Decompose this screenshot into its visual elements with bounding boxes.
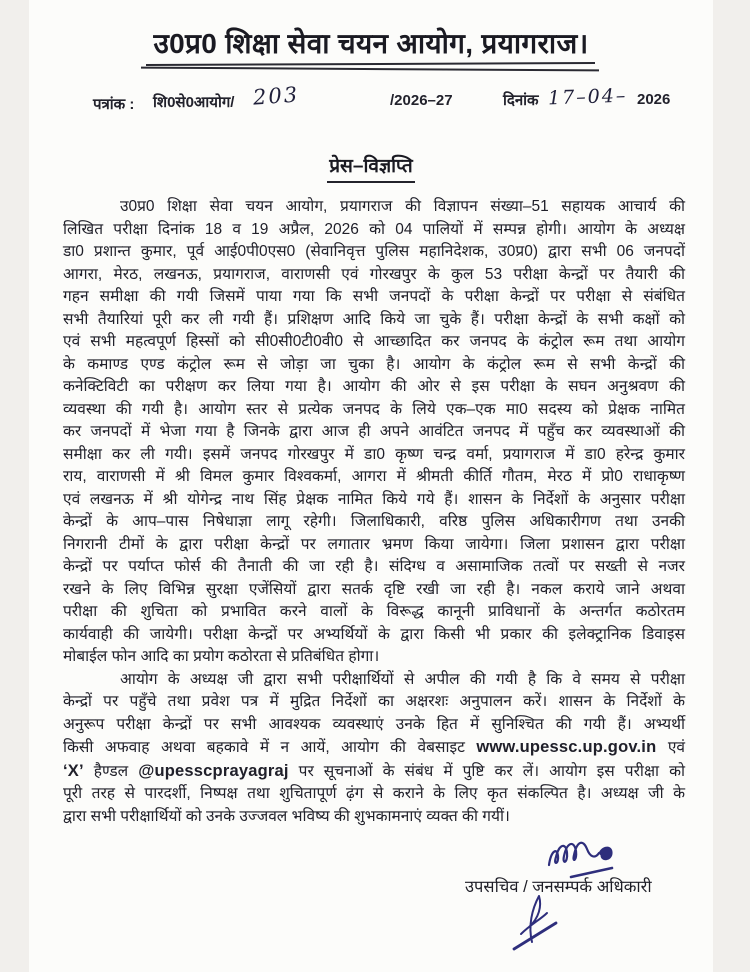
text-line: रखने के लिए विभिन्न सुरक्षा एजेंसियों द्वारा सतर्क दृष्टि रखी जा रही है। नकल कराये जाने अथवा xyxy=(63,580,685,598)
website-line-pre: किसी अफवाह अथवा बहकावे में न आयें, आयोग की वेबसाइट xyxy=(63,739,477,756)
text-line: एवं सभी महत्वपूर्ण हिस्सों को सी0सी0टी0वी0 से आच्छादित कर जनपद के कंट्रोल रूम तथा आयोग xyxy=(63,333,685,350)
text-line: केन्द्रों पर पर्याप्त फोर्स की तैनाती की जा रही है। संदिग्ध व असामाजिक तत्वों पर सख्ती से नजर xyxy=(63,558,685,575)
document-body xyxy=(63,196,685,828)
text-line: गहन समीक्षा की गयी जिसमें पाया गया कि सभी जनपदों के परीक्षा केन्द्रों पर परीक्षा से संबंधित xyxy=(63,288,685,305)
date-handwritten: 17–04– xyxy=(547,84,628,110)
document-page xyxy=(29,0,713,972)
text-line: परीक्षा की शुचिता को प्रभावित करने वालों के विरूद्ध कानूनी प्राविधानों के अन्तर्गत कठोरतम xyxy=(63,603,685,620)
ref-label: पत्रांक : xyxy=(93,96,135,113)
text-line: केन्द्रों के आप–पास निषेधाज्ञा लागू रहेगी। जिलाधिकारी, वरिष्ठ पुलिस अधिकारीगण तथा उनकी xyxy=(63,513,685,530)
text-line: द्वारा सभी परीक्षार्थियों को उनके उज्जवल भविष्य की शुभकामनाएं व्यक्त की गयीं। xyxy=(63,807,510,825)
text-line: व्यवस्था की गयी है। आयोग स्तर से प्रत्येक जनपद के लिये एक–एक मा0 सदस्य को प्रेक्षक नामित xyxy=(63,400,685,418)
x-handle-line xyxy=(63,760,685,784)
text-line: लिखित परीक्षा दिनांक 18 व 19 अप्रैल, 2026 को 04 पालियों में सम्पन्न होगी। आयोग के अध्यक्ष xyxy=(63,220,685,238)
website-line xyxy=(63,736,685,760)
text-line: केन्द्रों पर पहुँचे तथा प्रवेश पत्र में मुद्रित निर्देशों का अक्षरशः अनुपालन करें। शासन के निर्देशों के xyxy=(63,693,685,710)
x-platform-label: ‘X’ xyxy=(63,761,84,780)
commission-x-handle: @upesscprayagraj xyxy=(138,761,289,780)
text-line: मोबाईल फोन आदि का प्रयोग कठोरता से प्रतिबंधित होगा। xyxy=(63,648,380,665)
text-line: कार्यवाही की जायेगी। परीक्षा केन्द्रों पर अभ्यर्थियों के द्वारा किसी भी प्रकार की इलेक्ट्रानिक डिवाइस xyxy=(63,625,685,643)
text-line: अनुरूप परीक्षा केन्द्रों पर सभी आवश्यक व्यवस्थाएं उनके हित में सुनिश्चित की गयी हैं। अभ्यर्थी xyxy=(63,715,685,733)
signature-ink-bottom xyxy=(508,893,574,953)
text-line: राय, वाराणसी में श्री विमल कुमार विश्वकर्मा, आगरा में श्रीमती कीर्ति गौतम, मेरठ में प्रो0 राधाकृष्ण xyxy=(63,468,685,485)
text-line: सभी तैयारियां पूरी कर ली गयी हैं। प्रशिक्षण आदि किये जा चुके हैं। परीक्षा केन्द्रों के सभी कक्षों को xyxy=(63,310,685,328)
paragraph-2-start xyxy=(63,669,685,737)
ref-number-handwritten: 203 xyxy=(252,82,300,110)
text-line: आयोग के अध्यक्ष जी द्वारा सभी परीक्षार्थियों से अपील की गयी है कि वे समय से परीक्षा xyxy=(120,670,685,688)
text-line: समीक्षा कर ली गयी। इसमें जनपद गोरखपुर में डा0 कृष्ण चन्द्र वर्मा, प्रयागराज में डा0 हरेन्द्र कुमार xyxy=(63,445,685,463)
signatory-designation: उपसचिव / जनसम्पर्क अधिकारी xyxy=(465,878,652,896)
handle-line-post: पर सूचनाओं के संबंध में पुष्टि कर लें। आयोग इस परीक्षा को xyxy=(288,762,685,780)
paragraph-1 xyxy=(63,196,685,669)
reference-line xyxy=(29,82,713,122)
text-line: के कमाण्ड एण्ड कंट्रोल रूम से जोड़ा जा चुका है। आयोग के कंट्रोल रूम से सभी केन्द्रों की xyxy=(63,355,685,373)
paragraph-2-end xyxy=(63,783,685,828)
ref-fiscal-year: /2026–27 xyxy=(390,92,453,109)
date-year: 2026 xyxy=(637,91,671,108)
text-line: एवं लखनऊ में श्री योगेन्द्र नाथ सिंह प्रेक्षक नामित किये गये हैं। शासन के निर्देशों के अनुसार परीक्षा xyxy=(63,490,685,508)
text-line: उ0प्र0 शिक्षा सेवा चयन आयोग, प्रयागराज की विज्ञापन संख्या–51 सहायक आचार्य की xyxy=(120,198,685,215)
press-release-heading-wrap xyxy=(29,152,713,183)
text-line: डा0 प्रशान्त कुमार, पूर्व आई0पी0एस0 (सेवानिवृत्त पुलिस महानिदेशक, उ0प्र0) द्वारा सभी 06 जनपदों xyxy=(63,243,685,260)
date-label: दिनांक xyxy=(503,92,539,109)
ref-office-code: शि0से0आयोग/ xyxy=(153,94,235,111)
commission-website-url: www.upessc.up.gov.in xyxy=(476,738,657,756)
text-line: आगरा, मेरठ, लखनऊ, प्रयागराज, वाराणसी एवं गोरखपुर के कुल 53 परीक्षा केन्द्रों पर तैयारी की xyxy=(63,265,685,283)
text-line: निगरानी टीमों के द्वारा परीक्षा केन्द्रों पर लगातार भ्रमण किया जायेगा। जिला प्रशासन द्वारा परीक्षा xyxy=(63,535,685,553)
handle-line-mid: हैण्डल xyxy=(83,762,139,780)
text-line: पूरी तरह से पारदर्शी, निष्पक्ष तथा शुचितापूर्ण ढ़ंग से कराने के लिए कृत संकल्पित है। अध्यक्ष जी के xyxy=(63,785,685,802)
letterhead-title: उ0प्र0 शिक्षा सेवा चयन आयोग, प्रयागराज। xyxy=(150,24,593,66)
text-line: कनेक्टिविटी का परीक्षण कर लिया गया है। आयोग की ओर से इस परीक्षा के सघन अनुश्रवण की xyxy=(63,378,685,395)
press-release-heading: प्रेस–विज्ञप्ति xyxy=(327,152,415,183)
letterhead xyxy=(29,0,713,66)
website-line-post: एवं xyxy=(656,739,686,756)
text-line: कर जनपदों में भेजा गया है जिनके द्वारा आज ही अपने आवंटित जनपद में पहुँच कर व्यवस्थाओं की xyxy=(63,423,685,440)
